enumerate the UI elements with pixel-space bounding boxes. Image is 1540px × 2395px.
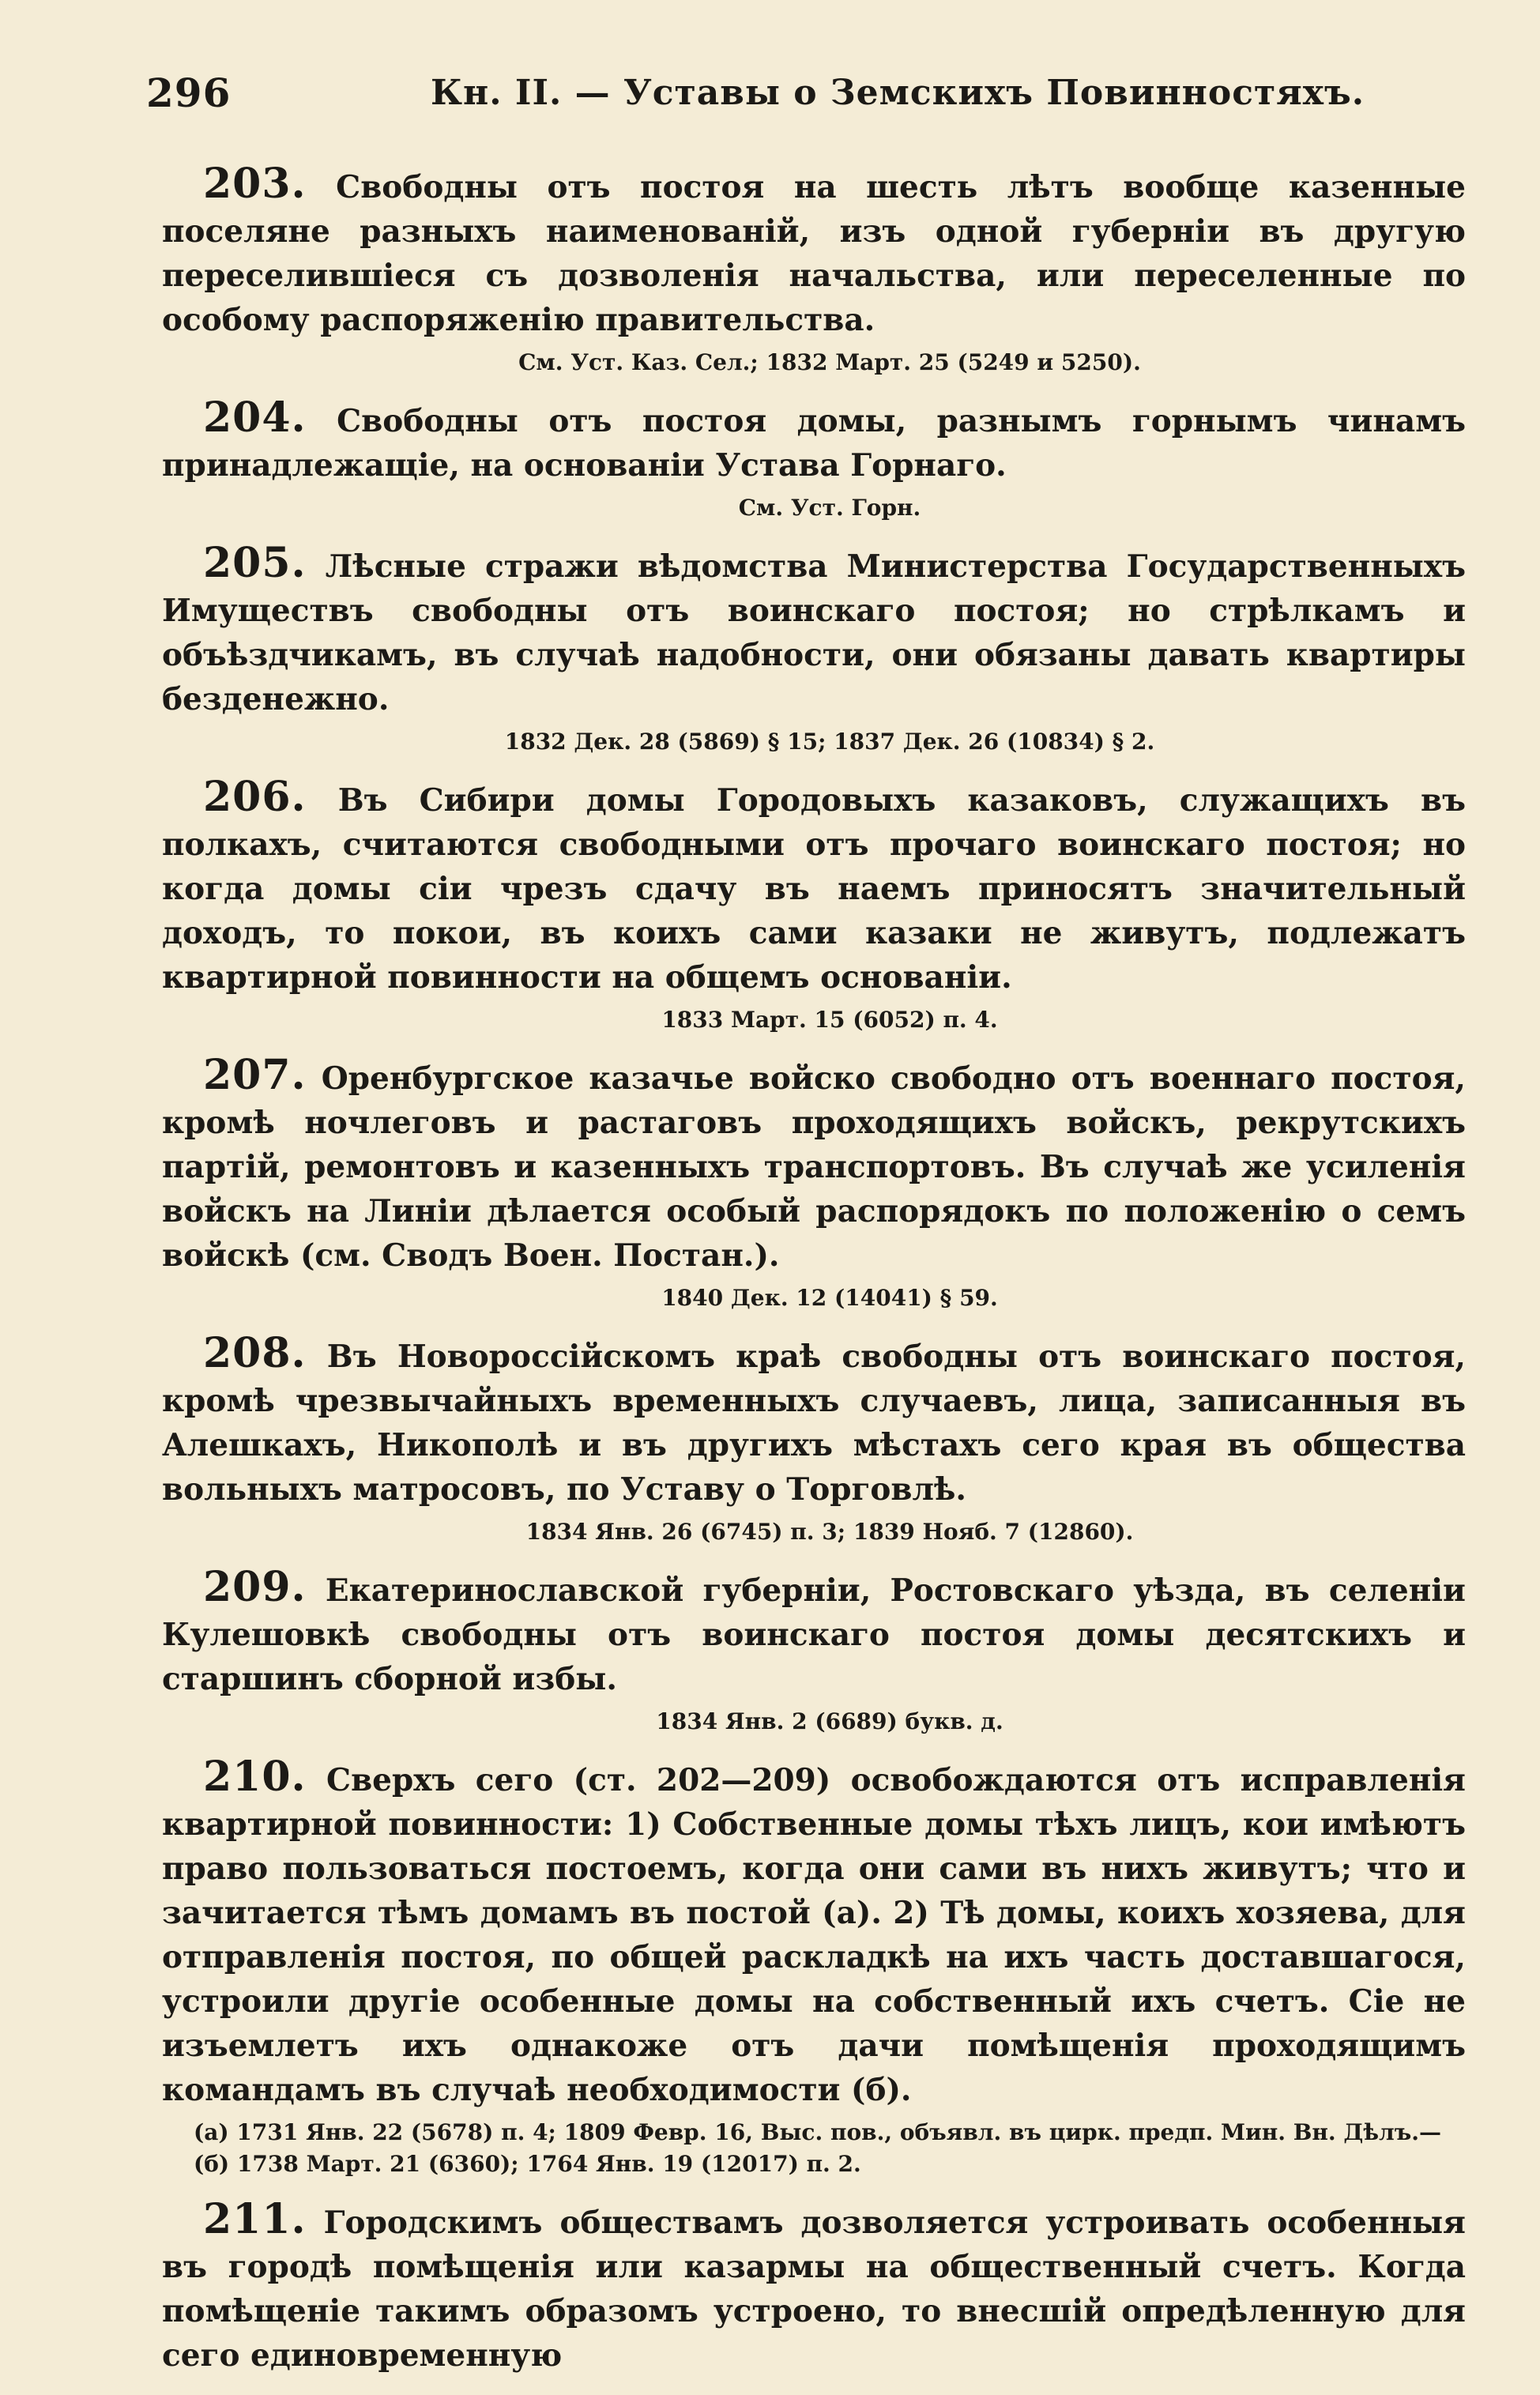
article-text: Въ Сибири домы Городовыхъ казаковъ, служащихъ въ полкахъ, считаются свободными отъ прочаго воинскаго постоя; но когда домы сіи чрезъ сдачу въ наемъ приносятъ значительный доходъ, то покои, въ коихъ сами казаки не живутъ, подлежатъ квартирной повинности на общемъ основаніи. bbox=[162, 782, 1466, 996]
page-body bbox=[162, 162, 1466, 2395]
citation: 1834 Янв. 26 (6745) п. 3; 1839 Нояб. 7 (12860). bbox=[525, 1519, 1134, 1545]
article-text: Оренбургское казачье войско свободно отъ военнаго постоя, кромѣ ночлеговъ и растаговъ проходящихъ войскъ, рекрутскихъ партій, ремонтовъ и казенныхъ транспортовъ. Въ случаѣ же усиленія войскъ на Линіи дѣлается особый распорядокъ по положенію о семъ войскѣ (см. Сводъ Воен. Постан.). bbox=[162, 1060, 1466, 1274]
article-text: Лѣсные стражи вѣдомства Министерства Государственныхъ Имуществъ свободны отъ воинскаго постоя; но стрѣлкамъ и объѣздчикамъ, въ случаѣ надобности, они обязаны давать квартиры безденежно. bbox=[162, 548, 1466, 717]
article-204 bbox=[162, 396, 1466, 524]
citation: См. Уст. Горн. bbox=[738, 495, 921, 521]
article-209 bbox=[162, 1565, 1466, 1738]
article-text: Свободны отъ постоя домы, разнымъ горнымъ чинамъ принадлежащіе, на основаніи Устава Горнаго. bbox=[162, 403, 1466, 484]
article-number: 204. bbox=[203, 394, 307, 442]
article-208 bbox=[162, 1331, 1466, 1548]
article-text: Свободны отъ постоя на шесть лѣтъ вообще казенные поселяне разныхъ наименованій, изъ одной губерніи въ другую переселившіеся съ дозволенія начальства, или переселенные по особому распоряженію правительства. bbox=[162, 169, 1466, 338]
article-210 bbox=[162, 1755, 1466, 2180]
citation: 1833 Март. 15 (6052) п. 4. bbox=[661, 1007, 998, 1033]
citation: 1832 Дек. 28 (5869) § 15; 1837 Дек. 26 (10834) § 2. bbox=[504, 729, 1155, 755]
footnote-b: (б) 1738 Март. 21 (6360); 1764 Янв. 19 (12017) п. 2. bbox=[194, 2151, 861, 2177]
footnotes bbox=[162, 2117, 1466, 2180]
running-head: Кн. II. — Уставы о Земскихъ Повинностяхъ. bbox=[431, 73, 1365, 113]
page-number: 296 bbox=[146, 70, 232, 116]
citation: См. Уст. Каз. Сел.; 1832 Март. 25 (5249 и 5250). bbox=[518, 349, 1141, 375]
citation: 1834 Янв. 2 (6689) букв. д. bbox=[656, 1708, 1003, 1734]
article-number: 207. bbox=[203, 1051, 307, 1099]
article-205 bbox=[162, 541, 1466, 758]
article-text: Екатеринославской губерніи, Ростовскаго уѣзда, въ селеніи Кулешовкѣ свободны отъ воинскаго постоя домы десятскихъ и старшинъ сборной избы. bbox=[162, 1572, 1466, 1697]
article-number: 210. bbox=[203, 1753, 307, 1801]
article-number: 206. bbox=[203, 773, 307, 821]
citation: 1840 Дек. 12 (14041) § 59. bbox=[661, 1285, 998, 1311]
article-number: 203. bbox=[203, 160, 307, 208]
page-header bbox=[146, 70, 1379, 133]
article-number: 205. bbox=[203, 539, 307, 587]
article-number: 211. bbox=[203, 2195, 307, 2243]
article-number: 208. bbox=[203, 1329, 307, 1377]
article-text: Въ Новороссійскомъ краѣ свободны отъ воинскаго постоя, кромѣ чрезвычайныхъ временныхъ случаевъ, лица, записанныя въ Алешкахъ, Никополѣ и въ другихъ мѣстахъ сего края въ общества вольныхъ матросовъ, по Уставу о Торговлѣ. bbox=[162, 1339, 1466, 1508]
article-text: Городскимъ обществамъ дозволяется устроивать особенныя въ городѣ помѣщенія или казармы на общественный счетъ. Когда помѣщеніе такимъ образомъ устроено, то внесшій опредѣленную для сего единовременную bbox=[162, 2205, 1466, 2374]
article-211 bbox=[162, 2197, 1466, 2378]
article-number: 209. bbox=[203, 1563, 307, 1611]
footnote-a: (а) 1731 Янв. 22 (5678) п. 4; 1809 Февр. 16, Выс. пов., объявл. въ цирк. предп. Мин. Вн. Дѣлъ.— bbox=[194, 2119, 1441, 2145]
article-207 bbox=[162, 1053, 1466, 1314]
article-203 bbox=[162, 162, 1466, 378]
article-text: Сверхъ сего (ст. 202—209) освобождаются отъ исправленія квартирной повинности: 1) Собственные домы тѣхъ лицъ, кои имѣютъ право пользоваться постоемъ, когда они сами въ нихъ живутъ; что и зачитается тѣмъ домамъ въ постой (а). 2) Тѣ домы, коихъ хозяева, для отправленія постоя, по общей раскладкѣ на ихъ часть доставшагося, устроили другіе особенные домы на собственный ихъ счетъ. Сіе не изъемлетъ ихъ однакоже отъ дачи помѣщенія проходящимъ командамъ въ случаѣ необходимости (б). bbox=[162, 1762, 1466, 2108]
article-206 bbox=[162, 775, 1466, 1036]
